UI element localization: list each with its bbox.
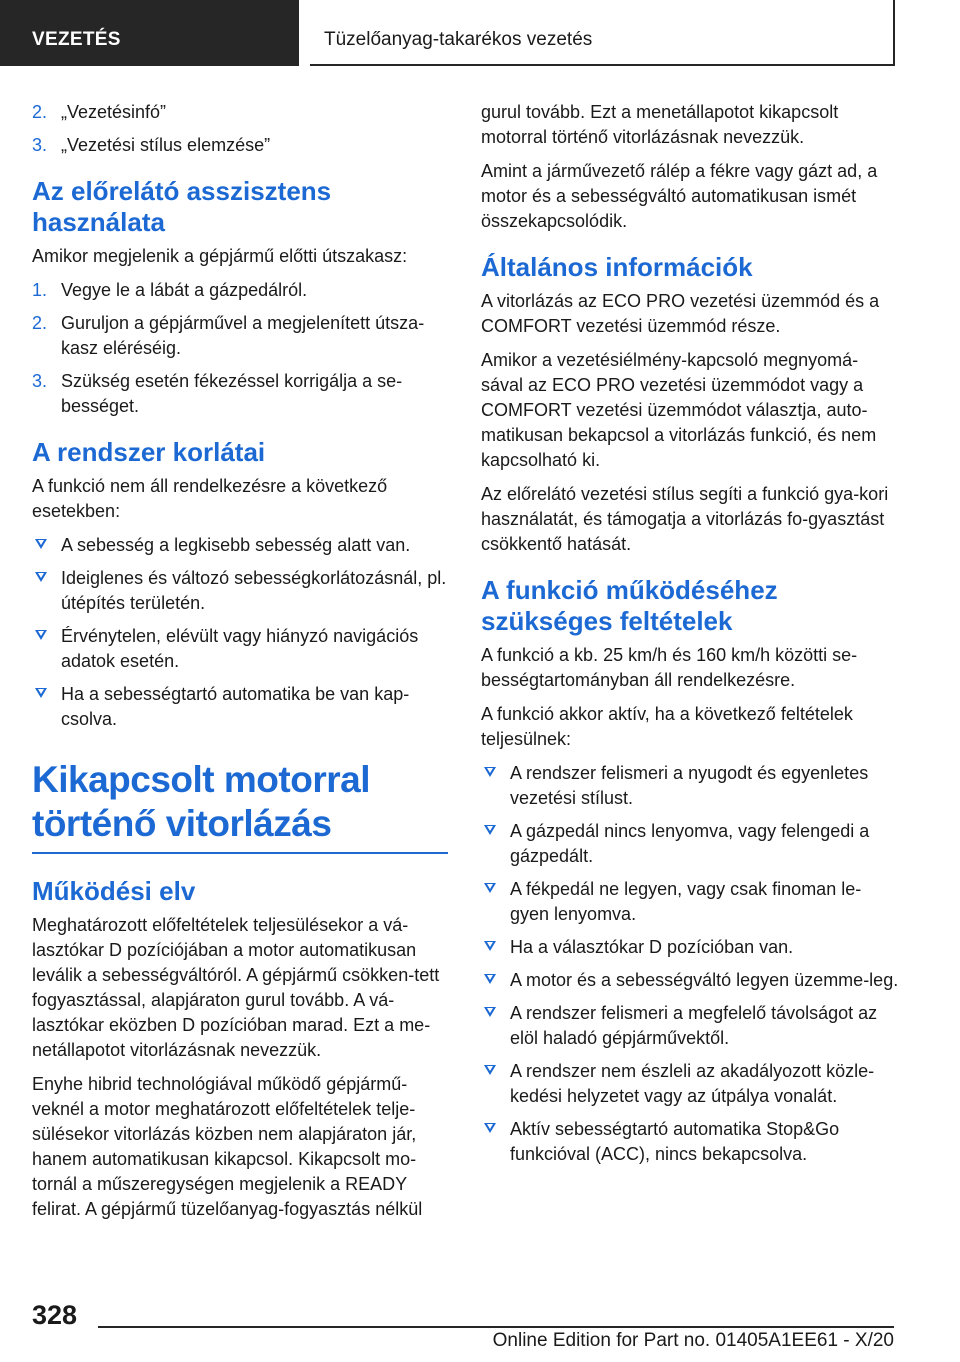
triangle-bullet-icon [35,539,47,549]
list-item [32,100,448,125]
list-text: Vegye le a lábát a gázpedálról. [61,280,308,300]
list-text: Szükség esetén fékezéssel korrigálja a se-bességet. [61,371,403,416]
triangle-bullet-icon [484,941,496,951]
heading-coasting-engine-off: Kikapcsolt motorral történő vitorlázás [32,759,370,844]
conditions-list [481,761,899,1167]
list-item [32,624,448,674]
paragraph: gurul tovább. Ezt a menetállapotot kikapcsolt motorral történő vitorlázásnak nevezzük. [481,102,839,147]
right-column [481,100,899,1175]
heading-general-info: Általános információk [481,252,753,282]
footer-rule [98,1326,894,1328]
list-item [32,311,448,361]
section-label: VEZETÉS [32,29,121,50]
list-text: Aktív sebességtartó automatika Stop&Go funkcióval (ACC), nincs bekapcsolva. [510,1119,840,1164]
page-footer [0,1290,960,1362]
paragraph: Enyhe hibrid technológiával működő gépjármű-veknél a motor meghatározott előfeltételek telje-sülésekor vitorlázás közben nem alapjáraton jár, hanem automatikusan kikapcsol. Kikapcsolt mo-tornál a műszeregységen megjelenik a READY felirat. A gépjármű tüzelőanyag-fogyasztás nélkül [32,1074,423,1219]
chapter-title-box [310,0,895,66]
heading-system-limits: A rendszer korlátai [32,437,266,467]
list-text: Érvénytelen, elévült vagy hiányzó navigációs adatok esetén. [61,626,419,671]
list-text: A rendszer felismeri a megfelelő távolságot az elöl haladó gépjárművektől. [510,1003,878,1048]
triangle-bullet-icon [35,630,47,640]
list-number: 1. [32,280,48,300]
list-item [32,133,448,158]
list-item [481,877,899,927]
triangle-bullet-icon [484,767,496,777]
section-tab [0,0,299,66]
list-number: 3. [32,371,48,391]
list-text: A rendszer felismeri a nyugodt és egyenletes vezetési stílust. [510,763,869,808]
list-text: „Vezetésinfó” [61,102,167,122]
list-text: A gázpedál nincs lenyomva, vagy felengedi a gázpedált. [510,821,870,866]
triangle-bullet-icon [484,883,496,893]
list-text: A rendszer nem észleli az akadályozott közle-kedési helyzetet vagy az útpálya vonalát. [510,1061,875,1106]
list-item [481,819,899,869]
list-text: Ideiglenes és változó sebességkorlátozásnál, pl. útépítés területén. [61,568,447,613]
left-column [32,100,448,1231]
list-number: 2. [32,313,48,333]
triangle-bullet-icon [484,1065,496,1075]
list-item [32,533,448,558]
list-item [481,761,899,811]
paragraph: A funkció a kb. 25 km/h és 160 km/h közötti se-bességtartományban áll rendelkezésre. [481,645,858,690]
chapter-title: Tüzelőanyag-takarékos vezetés [324,29,593,50]
paragraph: A funkció nem áll rendelkezésre a következő esetekben: [32,476,388,521]
list-number: 3. [32,135,48,155]
assistant-steps-list [32,278,448,419]
triangle-bullet-icon [35,688,47,698]
paragraph: Amikor a vezetésiélmény-kapcsoló megnyomá-sával az ECO PRO vezetési üzemmódot vagy a COMFORT vezetési üzemmódot választja, auto-matikusan bekapcsol a vitorlázás funkció, és nem kapcsolható ki. [481,350,877,470]
edition-text: Online Edition for Part no. 01405A1EE61 - X/20 [492,1330,894,1351]
triangle-bullet-icon [484,974,496,984]
triangle-bullet-icon [35,572,47,582]
list-text: Guruljon a gépjárművel a megjelenített útsza-kasz eléréséig. [61,313,425,358]
triangle-bullet-icon [484,825,496,835]
list-item [481,1117,899,1167]
intro-list [32,100,448,158]
limits-list [32,533,448,732]
list-text: A fékpedál ne legyen, vagy csak finoman le-gyen lenyomva. [510,879,862,924]
page-header [0,0,960,66]
heading-operating-principle: Működési elv [32,876,196,906]
list-item [481,935,899,960]
paragraph: A vitorlázás az ECO PRO vezetési üzemmód és a COMFORT vezetési üzemmód része. [481,291,880,336]
list-text: Ha a sebességtartó automatika be van kap-csolva. [61,684,410,729]
triangle-bullet-icon [484,1007,496,1017]
list-item [481,1001,899,1051]
list-item [32,278,448,303]
list-text: A sebesség a legkisebb sebesség alatt van. [61,535,411,555]
list-item [481,968,899,993]
heading-function-conditions: A funkció működéséhez szükséges feltételek [481,575,778,636]
triangle-bullet-icon [484,1123,496,1133]
list-text: A motor és a sebességváltó legyen üzemme-leg. [510,970,899,990]
heading-assistant-usage: Az előrelátó asszisztens használata [32,176,332,237]
paragraph: Amikor megjelenik a gépjármű előtti útszakasz: [32,246,408,266]
heading-rule [32,852,448,854]
list-item [32,682,448,732]
paragraph: Amint a járművezető rálép a fékre vagy gázt ad, a motor és a sebességváltó automatikusan ismét összekapcsolódik. [481,161,878,231]
list-number: 2. [32,102,48,122]
paragraph: Az előrelátó vezetési stílus segíti a funkció gya-kori használatát, és támogatja a vitorlázás fo-gyasztást csökkentő hatását. [481,484,889,554]
list-item [32,369,448,419]
list-text: „Vezetési stílus elemzése” [61,135,271,155]
list-text: Ha a választókar D pozícióban van. [510,937,794,957]
paragraph: A funkció akkor aktív, ha a következő feltételek teljesülnek: [481,704,853,749]
list-item [481,1059,899,1109]
list-item [32,566,448,616]
paragraph: Meghatározott előfeltételek teljesülésekor a vá-lasztókar D pozíciójában a motor automatikusan leválik a sebességváltóról. A gépjármű csökken-tett fogyasztással, alapjáraton gurul tovább. A vá-lasztókar eközben D pozícióban marad. Ezt a me-netállapotot vitorlázásnak nevezzük. [32,915,440,1060]
page-number: 328 [32,1300,78,1330]
